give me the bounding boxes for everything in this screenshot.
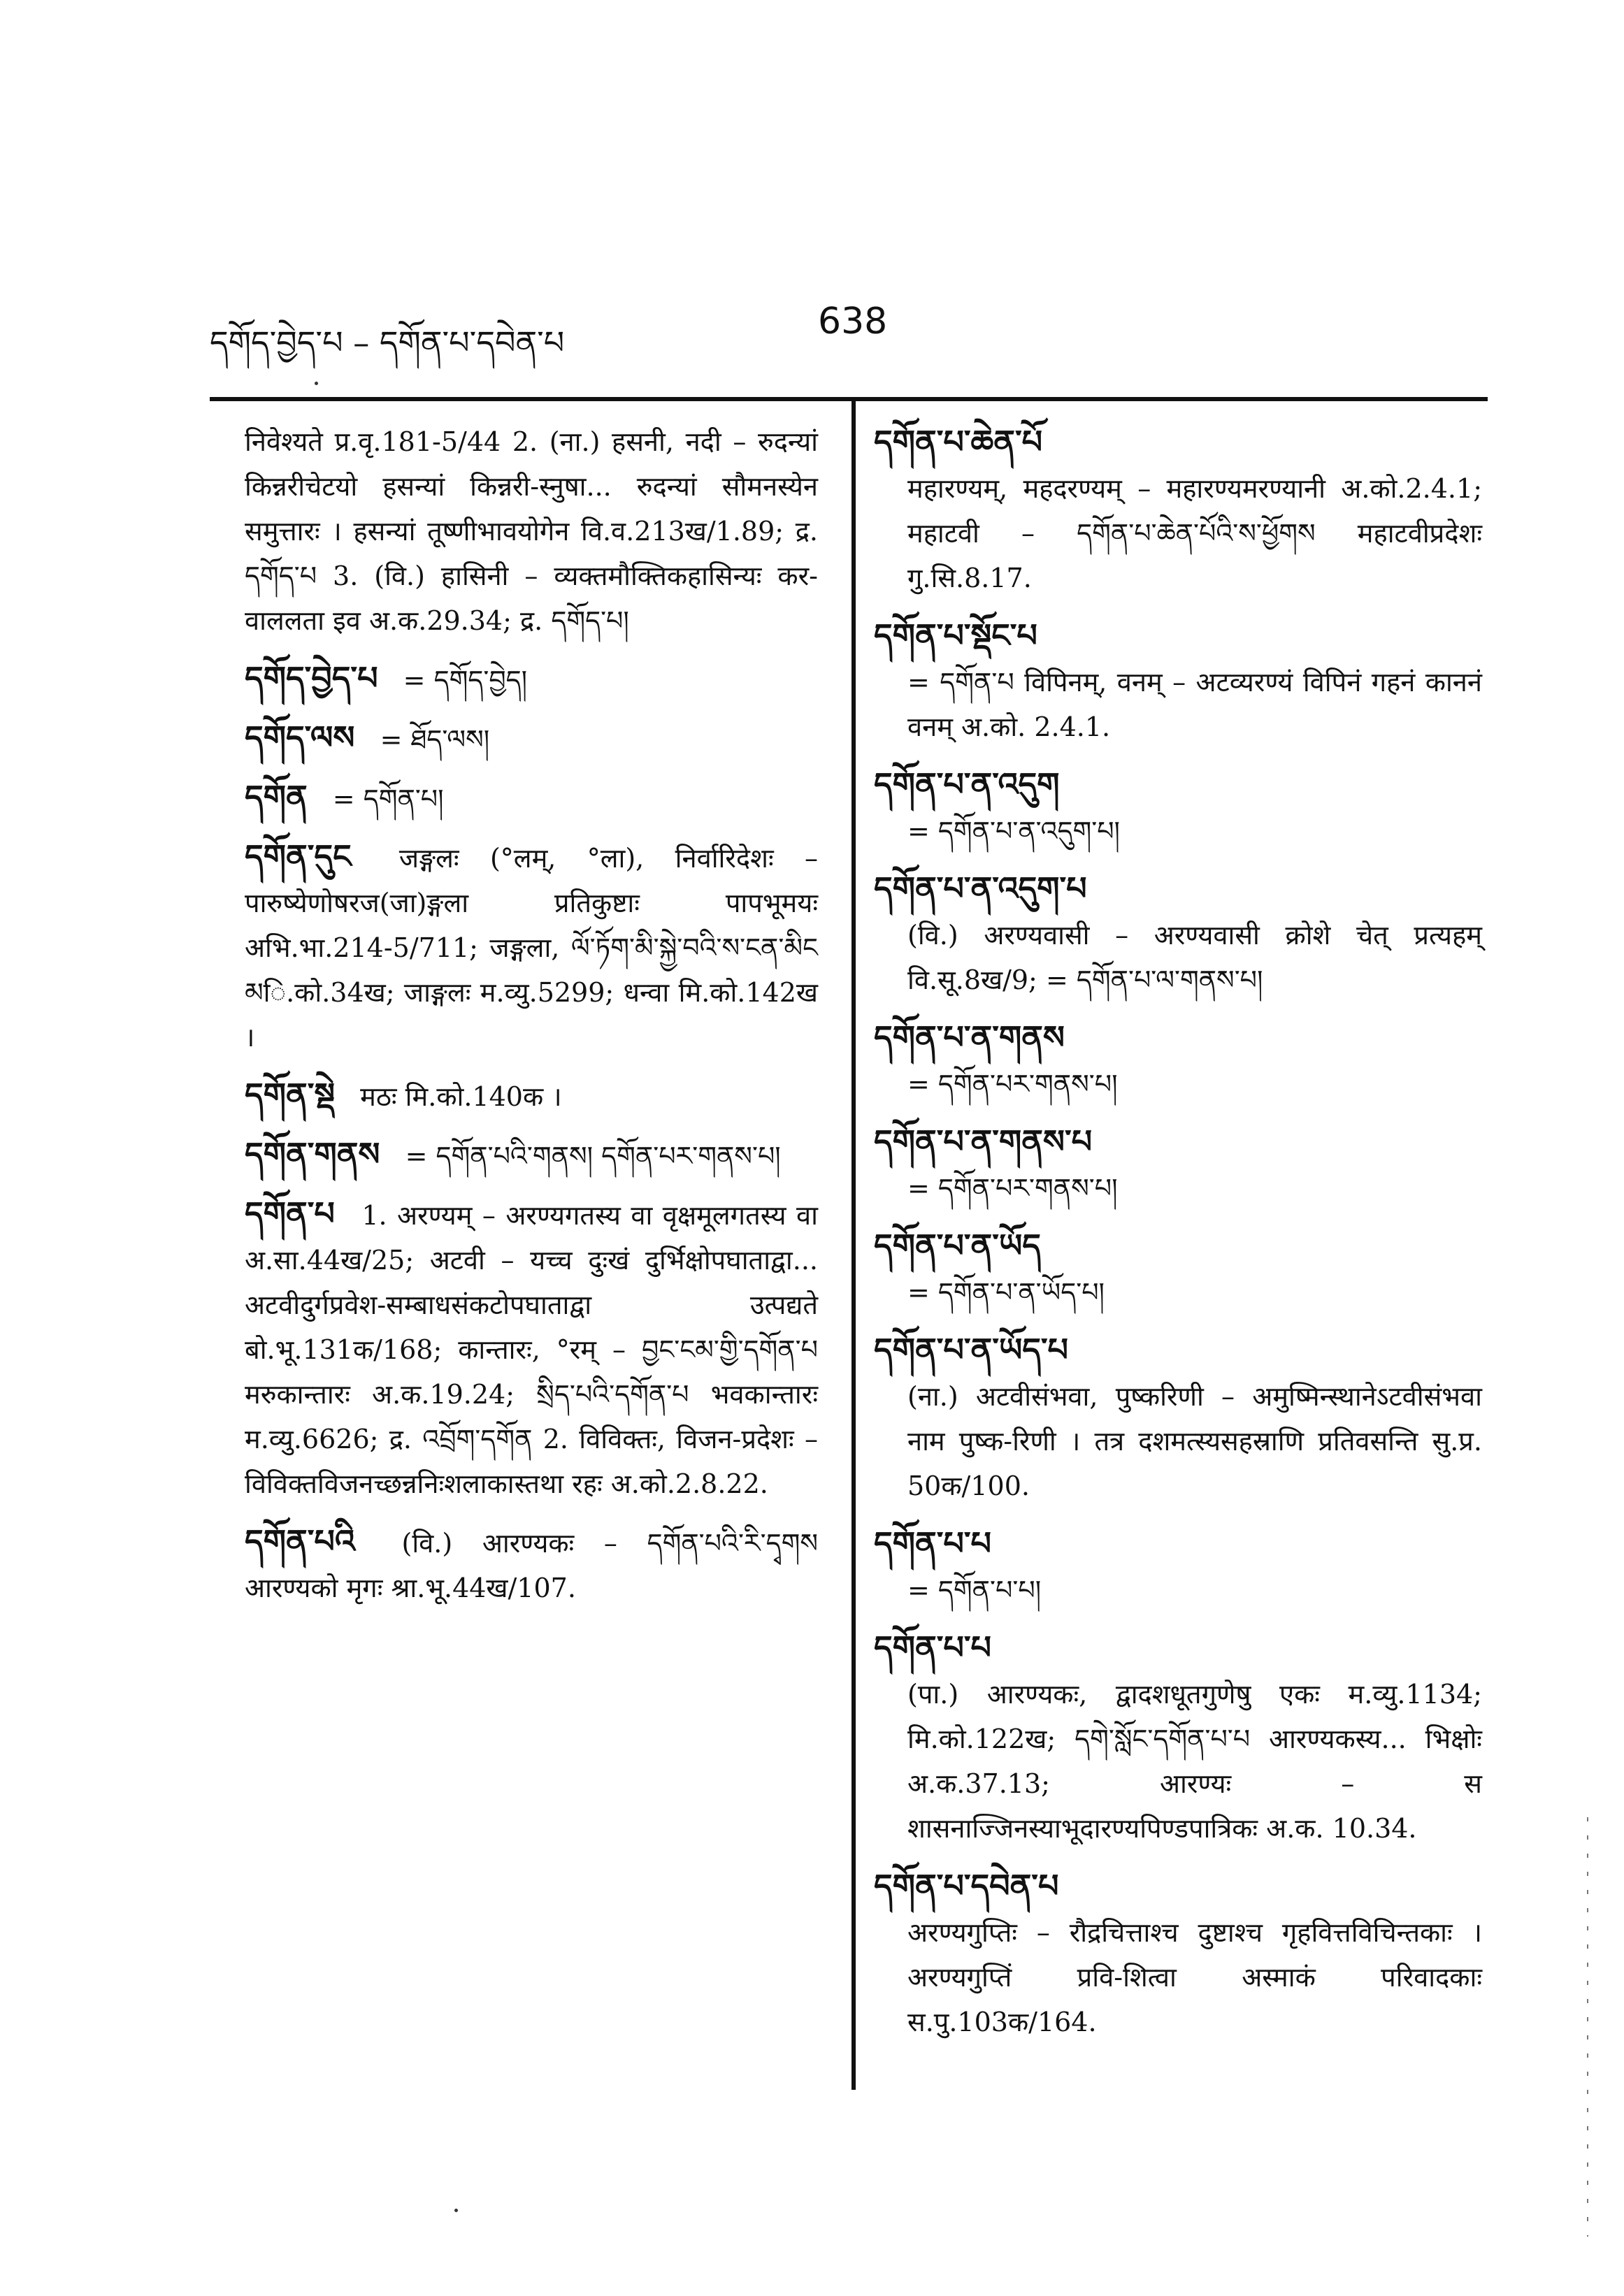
headword: དགོན་པ་ན་གནས [874, 1018, 1065, 1056]
dictionary-entry [245, 1519, 818, 1610]
entry-text: निवेश्यते प्र.वृ.181-5/44 2. (ना.) हसनी, नदी – रुदन्यां किन्नरीचेटयो हसन्यां किन्नरी-स्नुषा... रुदन्यां सौमनस्येन समुत्तारः । हसन्यां तूष्णीभावयोगेन वि.व.213ख/1.89; द्र. དགོད་པ 3. (वि.) हासिनी – व्यक्तमौक्तिकहासिन्यः कर-वाललता इव अ.क.29.34; द्र. དགོད་པ། [245, 426, 818, 636]
entry-text: = དགོན་པ་པ། [907, 1575, 1042, 1605]
headword: དགོན་སྡེ [245, 1076, 336, 1113]
headword: དགོན་པ་ཆེན་པོ [874, 423, 1043, 461]
page-number: 638 [818, 301, 888, 342]
headword: དགོན་པ་ན་འདུག [874, 765, 1060, 803]
entry-text: = དགོན་པའི་གནས། དགོན་པར་གནས་པ། [405, 1141, 781, 1171]
header-rule [210, 397, 1488, 401]
entry-text: महारण्यम्, महदरण्यम् – महारण्यमरण्यानी अ.को.2.4.1; महाटवी – དགོན་པ་ཆེན་པོའི་ས་ཕྱོགས महाटवीप्रदेशः गु.सि.8.17. [907, 473, 1482, 593]
entry-text: = དགོན་པ་ན་འདུག་པ། [907, 816, 1120, 846]
headword: དགོད་བྱེད་པ [245, 659, 378, 697]
dictionary-entry [245, 1072, 818, 1119]
dictionary-entry [245, 419, 818, 643]
dictionary-entry [874, 1119, 1482, 1211]
entry-text: मठः मि.को.140क । [360, 1081, 562, 1112]
dictionary-entry [245, 1132, 818, 1178]
dictionary-entry [874, 762, 1482, 853]
entry-text: अरण्यगुप्तिः – रौद्रचित्ताश्च दुष्टाश्च गृहवित्तविचिन्तकाः । अरण्यगुप्तिं प्रवि-शित्वा अस्माकं परिवादकाः स.पु.103क/164. [907, 1917, 1482, 2037]
headword: དགོན་པ་ན་འདུག་པ [874, 869, 1087, 907]
entry-text: = དགོན་པར་གནས་པ། [907, 1069, 1118, 1099]
dictionary-entry [874, 1327, 1482, 1508]
headword: དགོན་པ་པ [874, 1524, 991, 1562]
entry-text: (वि.) अरण्यवासी – अरण्यवासी क्रोशे चेत् प्रत्यहम् वि.सू.8ख/9; = དགོན་པ་ལ་གནས་པ། [907, 920, 1482, 995]
dictionary-entry [874, 419, 1482, 600]
entry-text: (वि.) आरण्यकः – དགོན་པའི་རི་དྭགས आरण्यको मृगः श्रा.भू.44ख/107. [245, 1528, 818, 1603]
dictionary-entry [874, 1223, 1482, 1315]
entry-text: जङ्गलः (°लम्, °ला), निर्वारिदेशः – पारुष्येणोषरज(जा)ङ्गला प्रतिकुष्टाः पापभूमयः अभि.भा.214-5/711; जङ्गला, ལོ་ཏོག་མི་སྐྱེ་བའི་ས་ངན་མིང མि.को.34ख; जाङ्गलः म.व्यु.5299; धन्वा मि.को.142ख । [245, 843, 818, 1053]
entry-text: (ना.) अटवीसंभवा, पुष्करिणी – अमुष्मिन्स्थानेऽटवीसंभवा नाम पुष्क-रिणी । तत्र दशमत्स्यसहस्राणि प्रतिवसन्ति सु.प्र. 50क/100. [907, 1381, 1482, 1501]
dictionary-entry [245, 774, 818, 821]
scan-edge-mark [1587, 1817, 1588, 2237]
entry-text: 1. अरण्यम् – अरण्यगतस्य वा वृक्षमूलगतस्य वा अ.सा.44ख/25; अटवी – यच्च दुःखं दुर्भिक्षोपघाताद्वा... अटवीदुर्गप्रवेश-सम्बाधसंकटोपघाताद्वा उत्पद्यते बो.भू.131क/168; कान्तारः, °रम् – བྱང་ངམ་གྱི་དགོན་པ मरुकान्तारः अ.क.19.24; སྲིད་པའི་དགོན་པ भवकान्तारः म.व्यु.6626; द्र. འབྲོག་དགོན 2. विविक्तः, विजन-प्रदेशः – विविक्तविजनच्छन्ननिःशलाकास्तथा रहः अ.को.2.8.22. [245, 1200, 818, 1499]
headword: དགོན་པའི [245, 1522, 355, 1560]
headword: དགོན་པ་པ [874, 1629, 991, 1666]
running-head: དགོད་བྱེད་པ – དགོན་པ་དབེན་པ [210, 324, 565, 361]
entry-text: = དགོད་བྱེད། [403, 665, 528, 695]
dictionary-entry [874, 1521, 1482, 1612]
entry-text: = དགོན་པ་ན་ཡོད་པ། [907, 1277, 1105, 1308]
dictionary-entry [245, 715, 818, 762]
dictionary-entry [874, 1625, 1482, 1851]
entry-text: = ཐོད་ལས། [380, 724, 490, 755]
dictionary-entry [245, 656, 818, 702]
headword: དགོན་པ [245, 1194, 335, 1232]
left-column [245, 419, 818, 1623]
scan-speck [315, 382, 318, 385]
dictionary-entry [245, 834, 818, 1060]
entry-text: = དགོན་པ विपिनम्, वनम् – अटव्यरण्यं विपिनं गहनं काननं वनम् अ.को. 2.4.1. [907, 667, 1482, 742]
dictionary-entry [874, 1863, 1482, 2044]
dictionary-entry [874, 613, 1482, 749]
dictionary-entry [245, 1191, 818, 1506]
entry-text: = དགོན་པར་གནས་པ། [907, 1173, 1118, 1204]
headword: དགོན་གནས [245, 1135, 380, 1173]
headword: དགོན་དུང [245, 837, 352, 875]
right-column [874, 419, 1482, 2057]
headword: དགོན [245, 778, 308, 816]
entry-text: = དགོན་པ། [332, 784, 444, 814]
scan-speck [454, 2209, 458, 2212]
headword: དགོན་པ་ན་གནས་པ [874, 1122, 1093, 1160]
headword: དགོན་པ་ན་ཡོད [874, 1227, 1041, 1264]
headword: དགོན་པ་ན་ཡོད་པ [874, 1331, 1068, 1369]
column-divider [851, 398, 856, 2090]
headword: དགོན་པ་དབེན་པ [874, 1867, 1059, 1905]
headword: དགོད་ལས [245, 719, 355, 756]
entry-text: (पा.) आरण्यकः, द्वादशधूतगुणेषु एकः म.व्यु.1134; मि.को.122ख; དགེ་སློང་དགོན་པ་པ आरण्यकस्य... भिक्षोः अ.क.37.13; आरण्यः – स शासनाज्जिनस्याभूदारण्यपिण्डपात्रिकः अ.क. 10.34. [907, 1679, 1482, 1844]
dictionary-entry [874, 866, 1482, 1002]
dictionary-entry [874, 1015, 1482, 1106]
headword: དགོན་པ་སྡོང་པ [874, 616, 1037, 654]
